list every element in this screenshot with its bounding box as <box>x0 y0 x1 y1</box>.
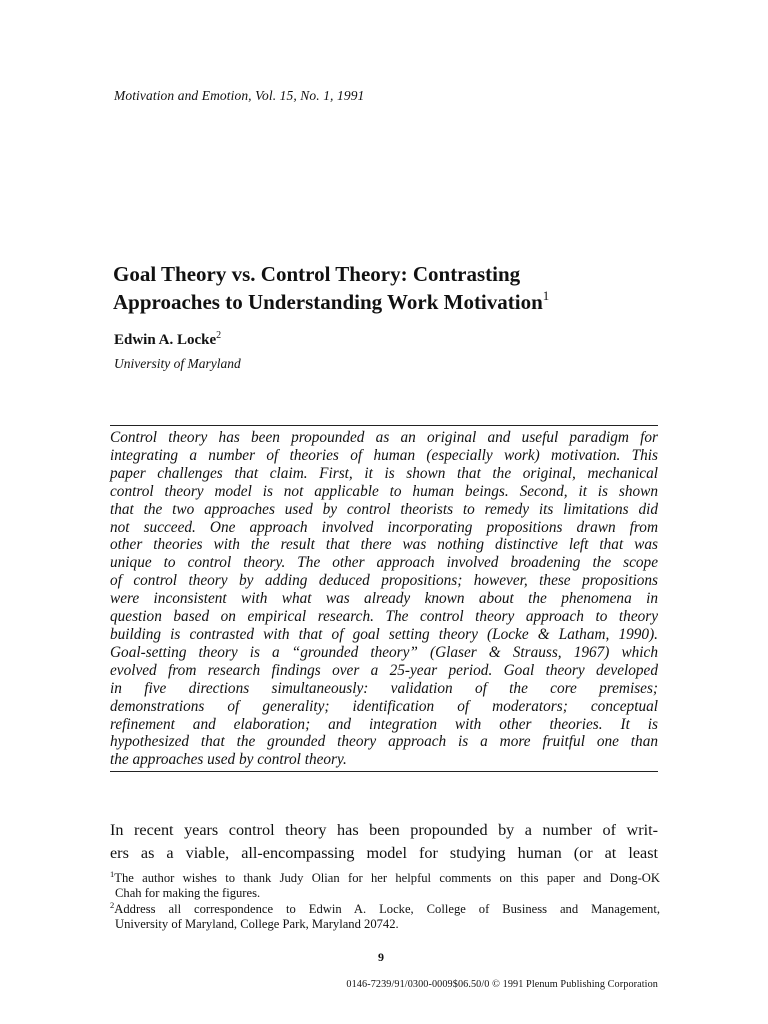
abstract-line: Goal-setting theory is a “grounded theory” (Glaser & Strauss, 1967) which <box>110 643 658 661</box>
article-title <box>113 260 673 316</box>
abstract-line: in five directions simultaneously: validation of the core premises; <box>110 679 658 697</box>
abstract-line: unique to control theory. The other approach involved broadening the scope <box>110 554 658 572</box>
title-line-1: Goal Theory vs. Control Theory: Contrasting <box>113 262 521 286</box>
abstract-line: were inconsistent with what was already known about the phenomena in <box>110 590 658 608</box>
footnote-text: Address all correspondence to Edwin A. Locke, College of Business and Management, <box>114 901 660 916</box>
footnote-text: The author wishes to thank Judy Olian for her helpful comments on this paper and Dong-OK <box>114 871 660 885</box>
abstract-line: demonstrations of generality; identification of moderators; conceptual <box>110 697 658 715</box>
journal-citation: Motivation and Emotion, Vol. 15, No. 1, 1991 <box>114 88 365 103</box>
abstract-line: Control theory has been propounded as an original and useful paradigm for <box>110 429 658 446</box>
body-line: ers as a viable, all-encompassing model for studying human (or at least <box>110 843 658 862</box>
footnote-line: Chah for making the figures. <box>115 886 261 901</box>
copyright-line: 0146-7239/91/0300-0009$06.50/0 © 1991 Plenum Publishing Corporation <box>346 979 658 990</box>
abstract-line: that the two approaches used by control theorists to remedy its limitations did <box>110 500 658 518</box>
footnote-mark: 1 <box>110 869 115 879</box>
abstract-line: other theories with the result that there was nothing distinctive left that was <box>110 536 658 554</box>
footnote-2 <box>110 899 660 933</box>
author-text: Edwin A. Locke <box>114 332 217 348</box>
abstract-line: of control theory by adding deduced propositions; however, these propositions <box>110 572 658 590</box>
abstract-line: integrating a number of theories of human (especially work) motivation. This <box>110 446 658 464</box>
abstract-line: the approaches used by control theory. <box>110 751 347 769</box>
body-paragraph <box>110 819 658 864</box>
abstract-line: not succeed. One approach involved incorporating propositions drawn from <box>110 518 658 536</box>
footnotes <box>110 871 660 933</box>
abstract-line: refinement and elaboration; and integration with other theories. It is <box>110 715 658 733</box>
footnote-line <box>110 871 660 886</box>
title-footnote-mark: 1 <box>542 288 550 303</box>
footnote-line <box>110 899 660 917</box>
abstract-line: building is contrasted with that of goal setting theory (Locke & Latham, 1990). <box>110 625 658 643</box>
footnote-line: University of Maryland, College Park, Maryland 20742. <box>115 917 399 932</box>
body-line: In recent years control theory has been propounded by a number of writ- <box>110 821 658 839</box>
abstract-top-rule <box>110 425 658 426</box>
abstract-line: paper challenges that claim. First, it is shown that the original, mechanical <box>110 464 658 482</box>
abstract <box>110 429 658 769</box>
title-line-2: Approaches to Understanding Work Motivation <box>113 290 543 314</box>
abstract-bottom-rule <box>110 771 658 772</box>
abstract-line: hypothesized that the grounded theory approach is a more fruitful one than <box>110 733 658 751</box>
abstract-line: evolved from research findings over a 25-year period. Goal theory developed <box>110 661 658 679</box>
abstract-line: question based on empirical research. The control theory approach to theory <box>110 608 658 626</box>
author-name <box>114 332 221 349</box>
footnote-mark: 2 <box>110 899 115 910</box>
abstract-line: control theory model is not applicable to human beings. Second, it is shown <box>110 482 658 500</box>
footnote-1 <box>110 871 660 902</box>
author-footnote-mark: 2 <box>216 330 222 341</box>
page-number: 9 <box>378 950 384 964</box>
author-affiliation: University of Maryland <box>114 356 241 371</box>
